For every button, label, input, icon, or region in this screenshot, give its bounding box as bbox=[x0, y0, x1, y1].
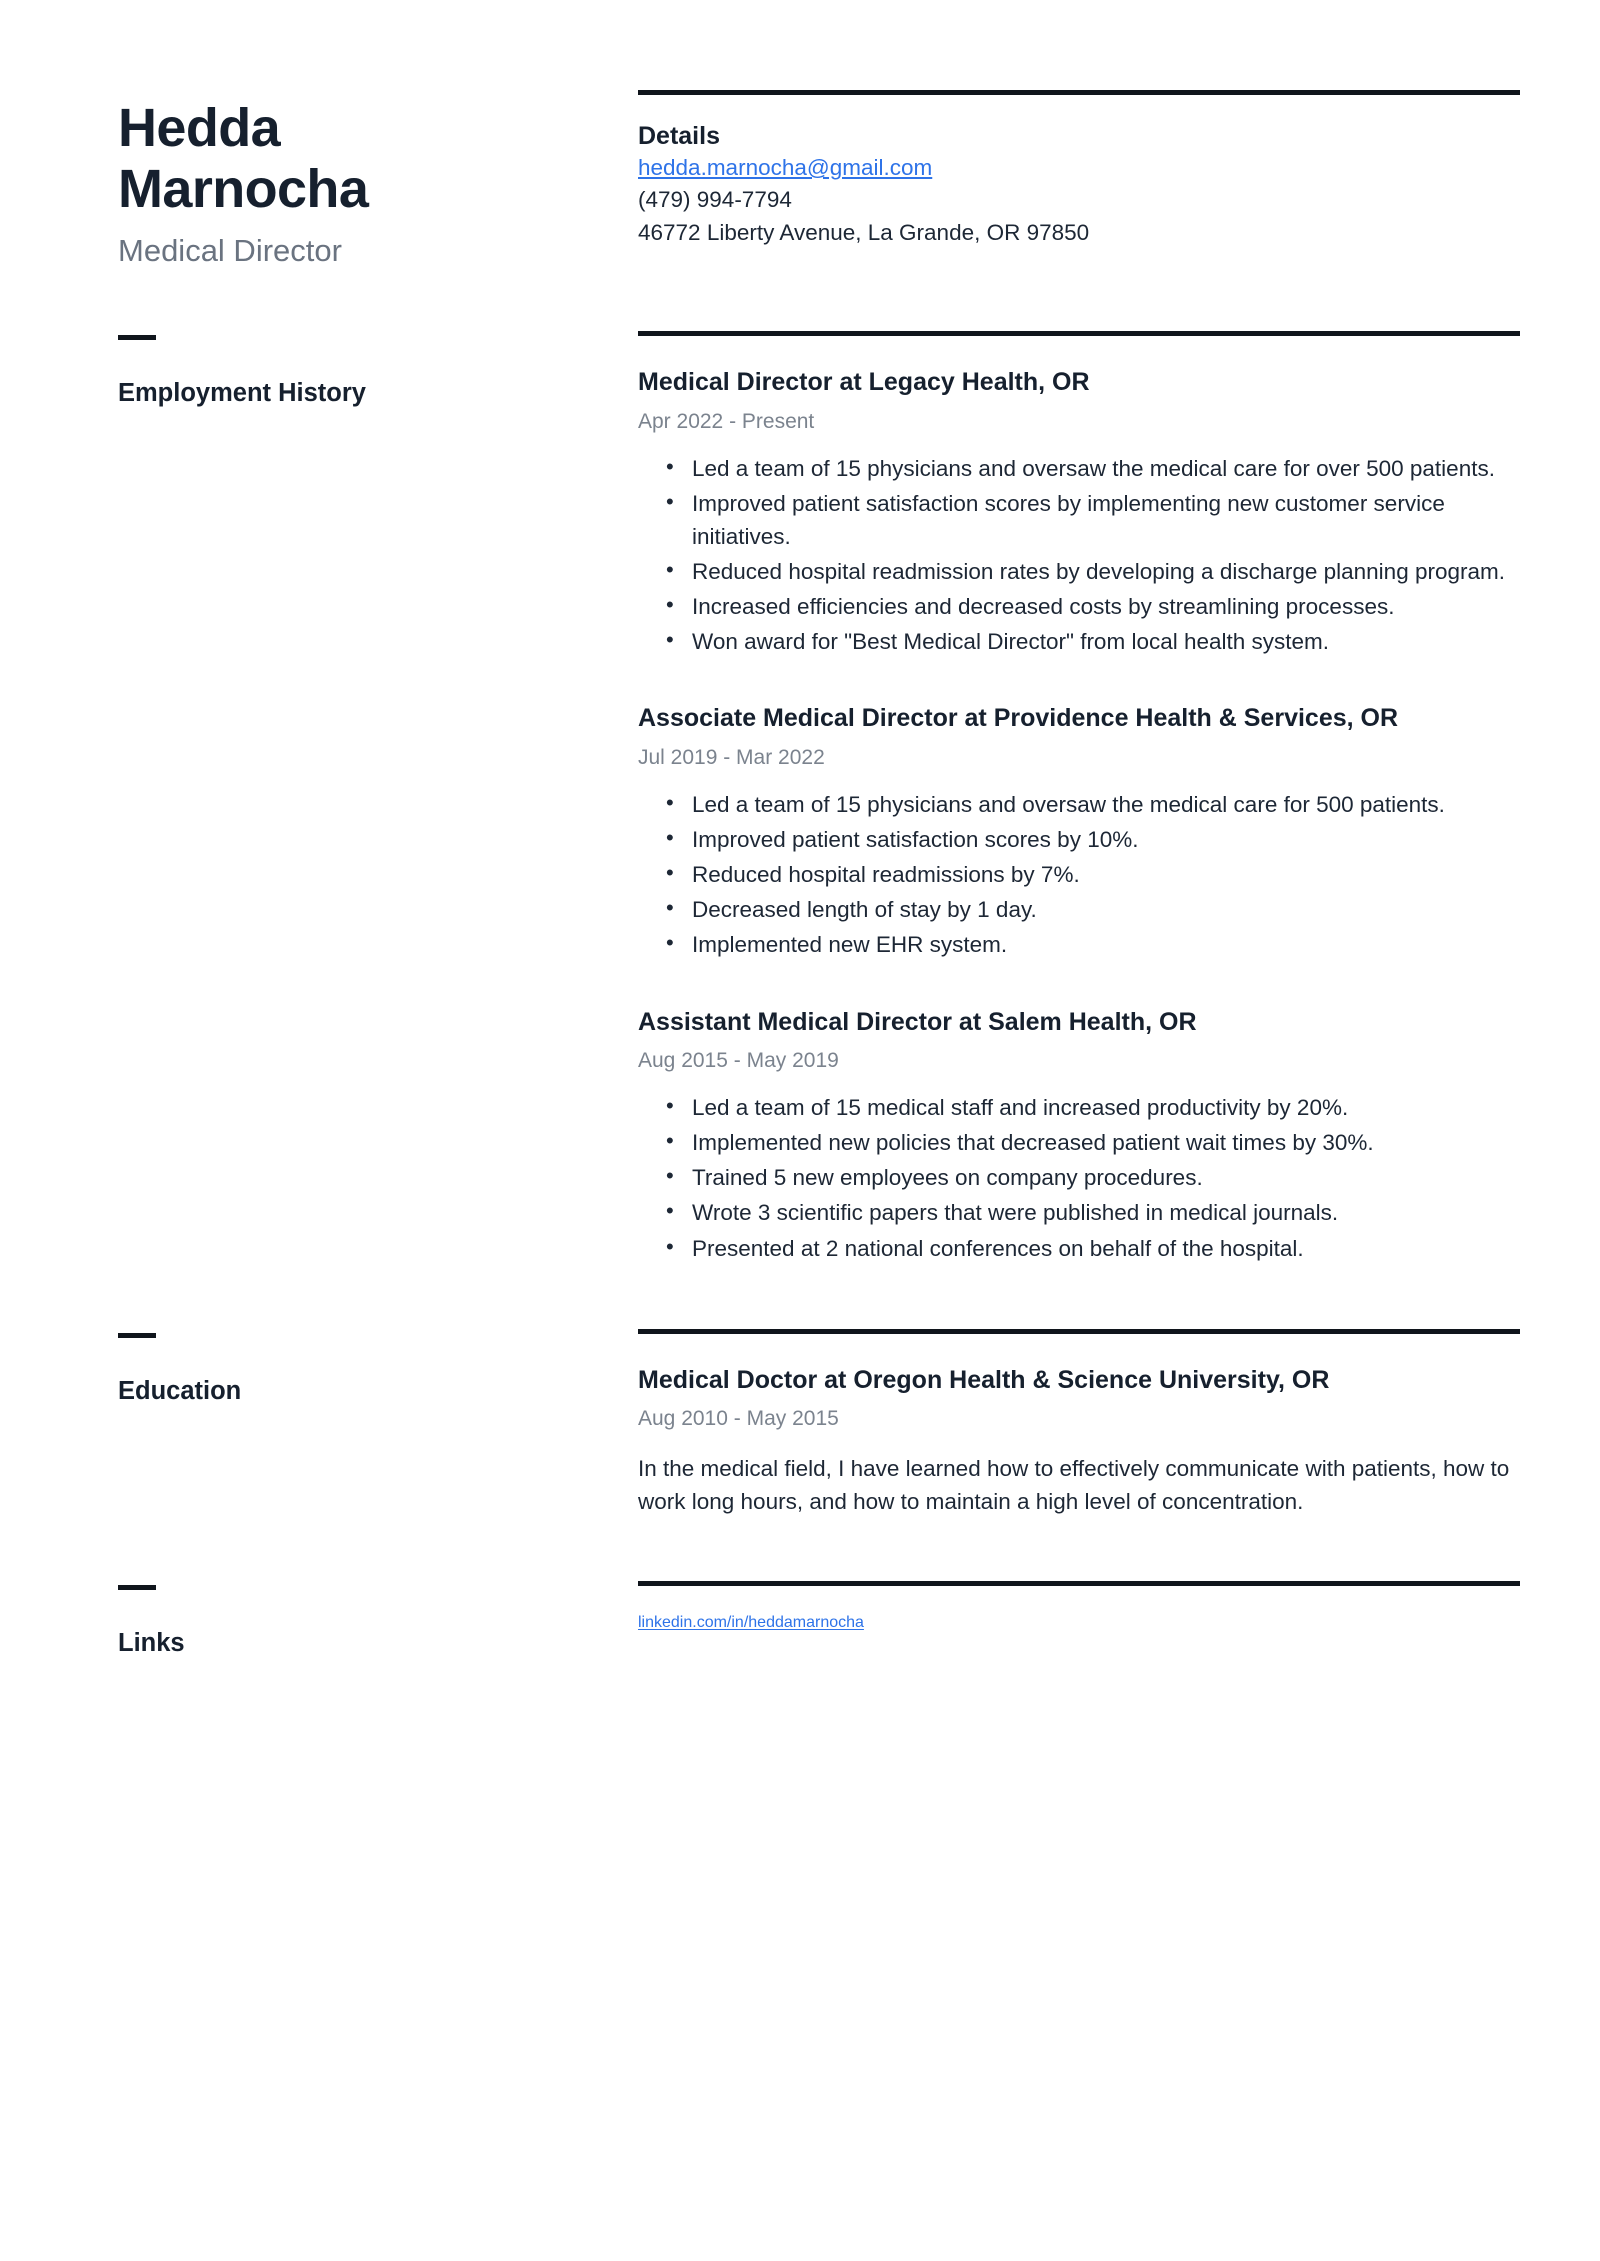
links-label-column bbox=[118, 1581, 638, 1659]
list-item: • Won award for "Best Medical Director" from local health system. bbox=[690, 625, 1520, 658]
job-title: Medical Director bbox=[118, 233, 342, 269]
employment-entry bbox=[638, 702, 1520, 961]
links-entries bbox=[638, 1581, 1520, 1632]
details-section bbox=[638, 90, 1520, 249]
employment-entry bbox=[638, 366, 1520, 658]
employment-section bbox=[118, 331, 1520, 1266]
entry-date: Aug 2015 - May 2019 bbox=[638, 1049, 839, 1072]
entry-title: Associate Medical Director at Providence Health & Services, OR bbox=[638, 704, 1399, 733]
entry-title: Medical Director at Legacy Health, OR bbox=[638, 368, 1090, 397]
list-item: • Implemented new policies that decreased patient wait times by 30%. bbox=[690, 1126, 1520, 1159]
section-dash-icon bbox=[118, 335, 156, 340]
entry-title: Assistant Medical Director at Salem Health, OR bbox=[638, 1007, 1197, 1036]
list-item: • Improved patient satisfaction scores by implementing new customer service initiatives. bbox=[690, 487, 1520, 553]
entry-bullets bbox=[638, 452, 1520, 658]
header-identity bbox=[118, 90, 638, 269]
linkedin-link[interactable]: linkedin.com/in/heddamarnocha bbox=[638, 1613, 864, 1631]
list-item: • Implemented new EHR system. bbox=[690, 928, 1520, 961]
employment-entries bbox=[638, 331, 1520, 1266]
list-item: • Reduced hospital readmissions by 7%. bbox=[690, 858, 1520, 891]
employment-heading: Employment History bbox=[118, 379, 366, 408]
education-label-column bbox=[118, 1329, 638, 1407]
page-title bbox=[118, 98, 428, 220]
section-divider bbox=[638, 331, 1520, 336]
last-name: Marnocha bbox=[118, 159, 369, 220]
details-heading: Details bbox=[638, 122, 720, 150]
list-item: • Led a team of 15 physicians and oversaw the medical care for 500 patients. bbox=[690, 788, 1520, 821]
entry-date: Aug 2010 - May 2015 bbox=[638, 1407, 839, 1431]
list-item: • Led a team of 15 medical staff and increased productivity by 20%. bbox=[690, 1091, 1520, 1124]
section-divider bbox=[638, 1329, 1520, 1334]
list-item: • Wrote 3 scientific papers that were published in medical journals. bbox=[690, 1196, 1520, 1229]
education-section bbox=[118, 1329, 1520, 1519]
section-dash-icon bbox=[118, 1333, 156, 1338]
list-item: • Trained 5 new employees on company procedures. bbox=[690, 1161, 1520, 1194]
section-divider bbox=[638, 90, 1520, 95]
phone-line: (479) 994-7794 bbox=[638, 187, 792, 213]
list-item: • Improved patient satisfaction scores by 10%. bbox=[690, 823, 1520, 856]
list-item: • Led a team of 15 physicians and oversaw the medical care for over 500 patients. bbox=[690, 452, 1520, 485]
entry-bullets bbox=[638, 1091, 1520, 1264]
email-line bbox=[638, 152, 1520, 184]
link-row bbox=[638, 1614, 1520, 1632]
education-heading: Education bbox=[118, 1376, 242, 1405]
email-link[interactable]: hedda.marnocha@gmail.com bbox=[638, 155, 933, 181]
entry-bullets bbox=[638, 788, 1520, 961]
links-heading: Links bbox=[118, 1628, 185, 1657]
links-section bbox=[118, 1581, 1520, 1659]
list-item: • Reduced hospital readmission rates by developing a discharge planning program. bbox=[690, 555, 1520, 588]
education-entries bbox=[638, 1329, 1520, 1519]
entry-date: Jul 2019 - Mar 2022 bbox=[638, 745, 825, 769]
list-item: • Decreased length of stay by 1 day. bbox=[690, 893, 1520, 926]
education-entry bbox=[638, 1364, 1520, 1519]
resume-header bbox=[118, 90, 1520, 269]
entry-date: Apr 2022 - Present bbox=[638, 409, 815, 433]
address-line: 46772 Liberty Avenue, La Grande, OR 97850 bbox=[638, 219, 1090, 245]
entry-description: In the medical field, I have learned how to effectively communicate with patients, how to work long hours, and how to maintain a high level of concentration. bbox=[638, 1456, 1510, 1515]
employment-label-column bbox=[118, 331, 638, 409]
list-item: • Presented at 2 national conferences on behalf of the hospital. bbox=[690, 1232, 1520, 1265]
entry-title: Medical Doctor at Oregon Health & Science University, OR bbox=[638, 1365, 1330, 1394]
section-divider bbox=[638, 1581, 1520, 1586]
first-name: Hedda bbox=[118, 98, 281, 158]
employment-entry bbox=[638, 1006, 1520, 1265]
section-dash-icon bbox=[118, 1585, 156, 1590]
list-item: • Increased efficiencies and decreased costs by streamlining processes. bbox=[690, 590, 1520, 623]
